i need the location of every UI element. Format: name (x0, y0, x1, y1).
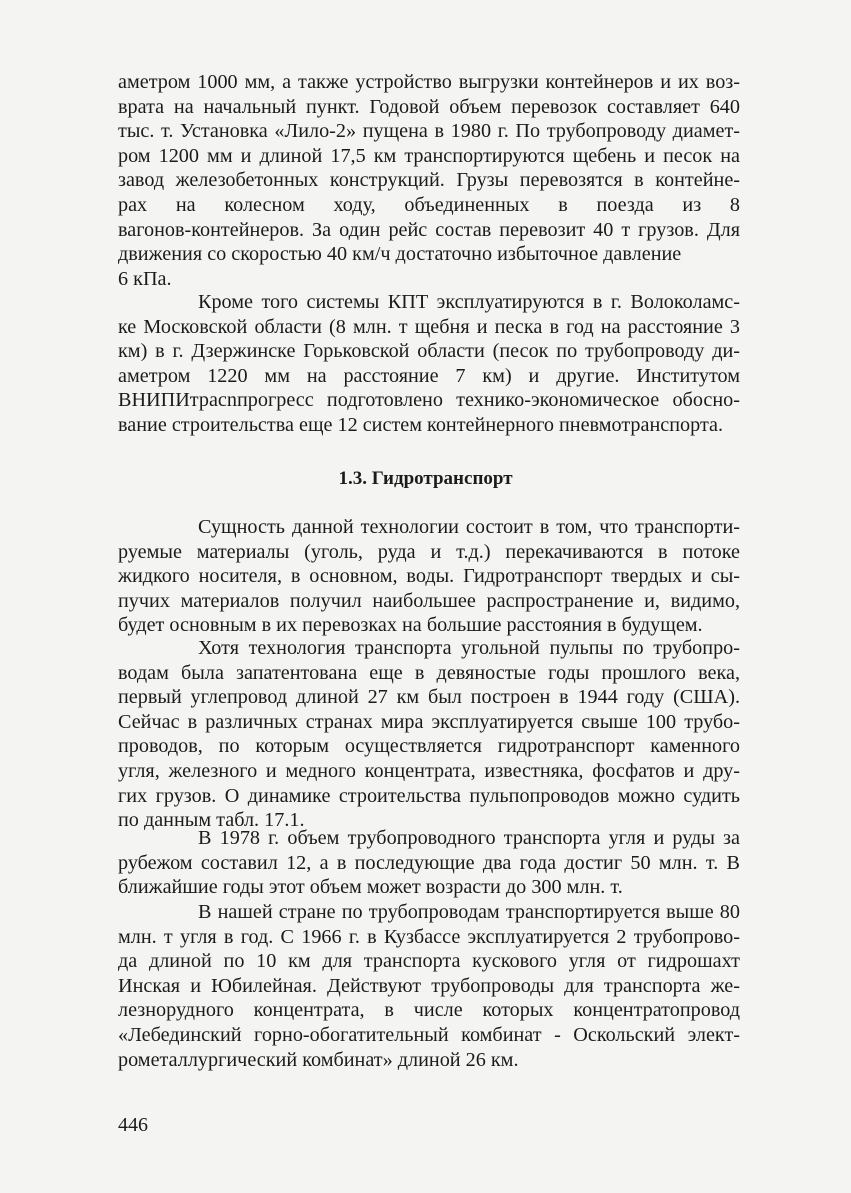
paragraph-hydro-history (118, 636, 740, 833)
text-line: ром 1200 мм и длиной 17,5 км транспортируются щебень и песок на (118, 144, 740, 167)
text-line: по данным табл. 17.1. (118, 809, 305, 832)
text-line: завод железобетонных конструкций. Грузы перевозятся в контейне- (118, 169, 740, 192)
text-line: угля, железного и медного концентрата, известняка, фосфатов и дру- (118, 759, 740, 782)
text-line: рометаллургический комбинат» длиной 26 км. (118, 1048, 519, 1071)
text-line: В нашей стране по трубопроводам транспортируется выше 80 (198, 901, 740, 923)
paragraph-hydro-essence (118, 515, 740, 638)
text-line: аметром 1220 мм на расстояние 7 км) и другие. Институтом (118, 364, 740, 387)
text-line: ВНИПИтрасnпрогресс подготовлено технико-экономическое обосно- (118, 389, 740, 412)
paragraph-domestic-pipelines (118, 900, 740, 1072)
text-line: млн. т угля в год. С 1966 г. в Кузбассе эксплуатируется 2 трубопрово- (118, 925, 740, 948)
paragraph-1978-volume (118, 826, 740, 900)
text-line: первый углепровод длиной 27 км был построен в 1944 году (США). (118, 686, 740, 709)
text-line: Сейчас в различных странах мира эксплуатируется свыше 100 трубо- (118, 710, 740, 733)
text-line: ближайшие годы этот объем может возрасти до 300 млн. т. (118, 876, 623, 899)
page-number: 446 (118, 1114, 148, 1136)
text-line: км) в г. Дзержинске Горьковской области (песок по трубопроводу ди- (118, 340, 740, 363)
text-line: рах на колесном ходу, объединенных в поезда из 8 (118, 193, 740, 216)
text-line: руемые материалы (уголь, руда и т.д.) перекачиваются в потоке (118, 540, 740, 563)
section-heading: 1.3. Гидротранспорт (338, 468, 513, 489)
text-line: лезнорудного концентрата, в числе которых концентратопровод (118, 999, 740, 1022)
text-line: будет основным в их перевозках на большие расстояния в будущем. (118, 614, 703, 637)
text-line: пучих материалов получил наибольшее распространение и, видимо, (118, 589, 740, 612)
text-line: Сущность данной технологии состоит в том, что транспорти- (198, 516, 740, 538)
text-line: гих грузов. О динамике строительства пульпопроводов можно судить (118, 784, 740, 807)
text-line: проводов, по которым осуществляется гидротранспорт каменного (118, 735, 740, 758)
text-line: Инская и Юбилейная. Действуют трубопроводы для транспорта же- (118, 974, 740, 997)
text-line: да длиной по 10 км для транспорта кускового угля от гидрошахт (118, 950, 740, 973)
text-line: Хотя технология транспорта угольной пульпы по трубопро- (198, 637, 740, 659)
text-line: водам была запатентована еще в девяностые годы прошлого века, (118, 661, 740, 684)
text-line: ке Московской области (8 млн. т щебня и песка в год на расстояние 3 (118, 315, 740, 338)
text-line: аметром 1000 мм, а также устройство выгрузки контейнеров и их воз- (118, 71, 740, 93)
text-line: жидкого носителя, в основном, воды. Гидротранспорт твердых и сы- (118, 565, 740, 588)
text-line: вагонов-контейнеров. За один рейс состав перевозит 40 т грузов. Для (118, 218, 740, 241)
text-line: Кроме того системы КПТ эксплуатируются в г. Волоколамс- (198, 291, 740, 313)
text-line: рубежом составил 12, а в последующие два года достиг 50 млн. т. В (118, 851, 740, 874)
text-line: вание строительства еще 12 систем контейнерного пневмотранспорта. (118, 413, 724, 436)
text-line: В 1978 г. объем трубопроводного транспорта угля и руды за (198, 827, 740, 849)
text-line: «Лебединский горно-обогатительный комбинат - Оскольский элект- (118, 1023, 740, 1046)
paragraph-kpt-systems (118, 290, 740, 438)
paragraph-pneumo-continuation (118, 70, 740, 291)
text-line: движения со скоростью 40 км/ч достаточно избыточное давление (118, 243, 682, 266)
text-line: тыс. т. Установка «Лило-2» пущена в 1980 г. По трубопроводу диамет- (118, 120, 740, 143)
text-line: врата на начальный пункт. Годовой объем перевозок составляет 640 (118, 95, 740, 118)
text-line: 6 кПа. (118, 267, 172, 290)
